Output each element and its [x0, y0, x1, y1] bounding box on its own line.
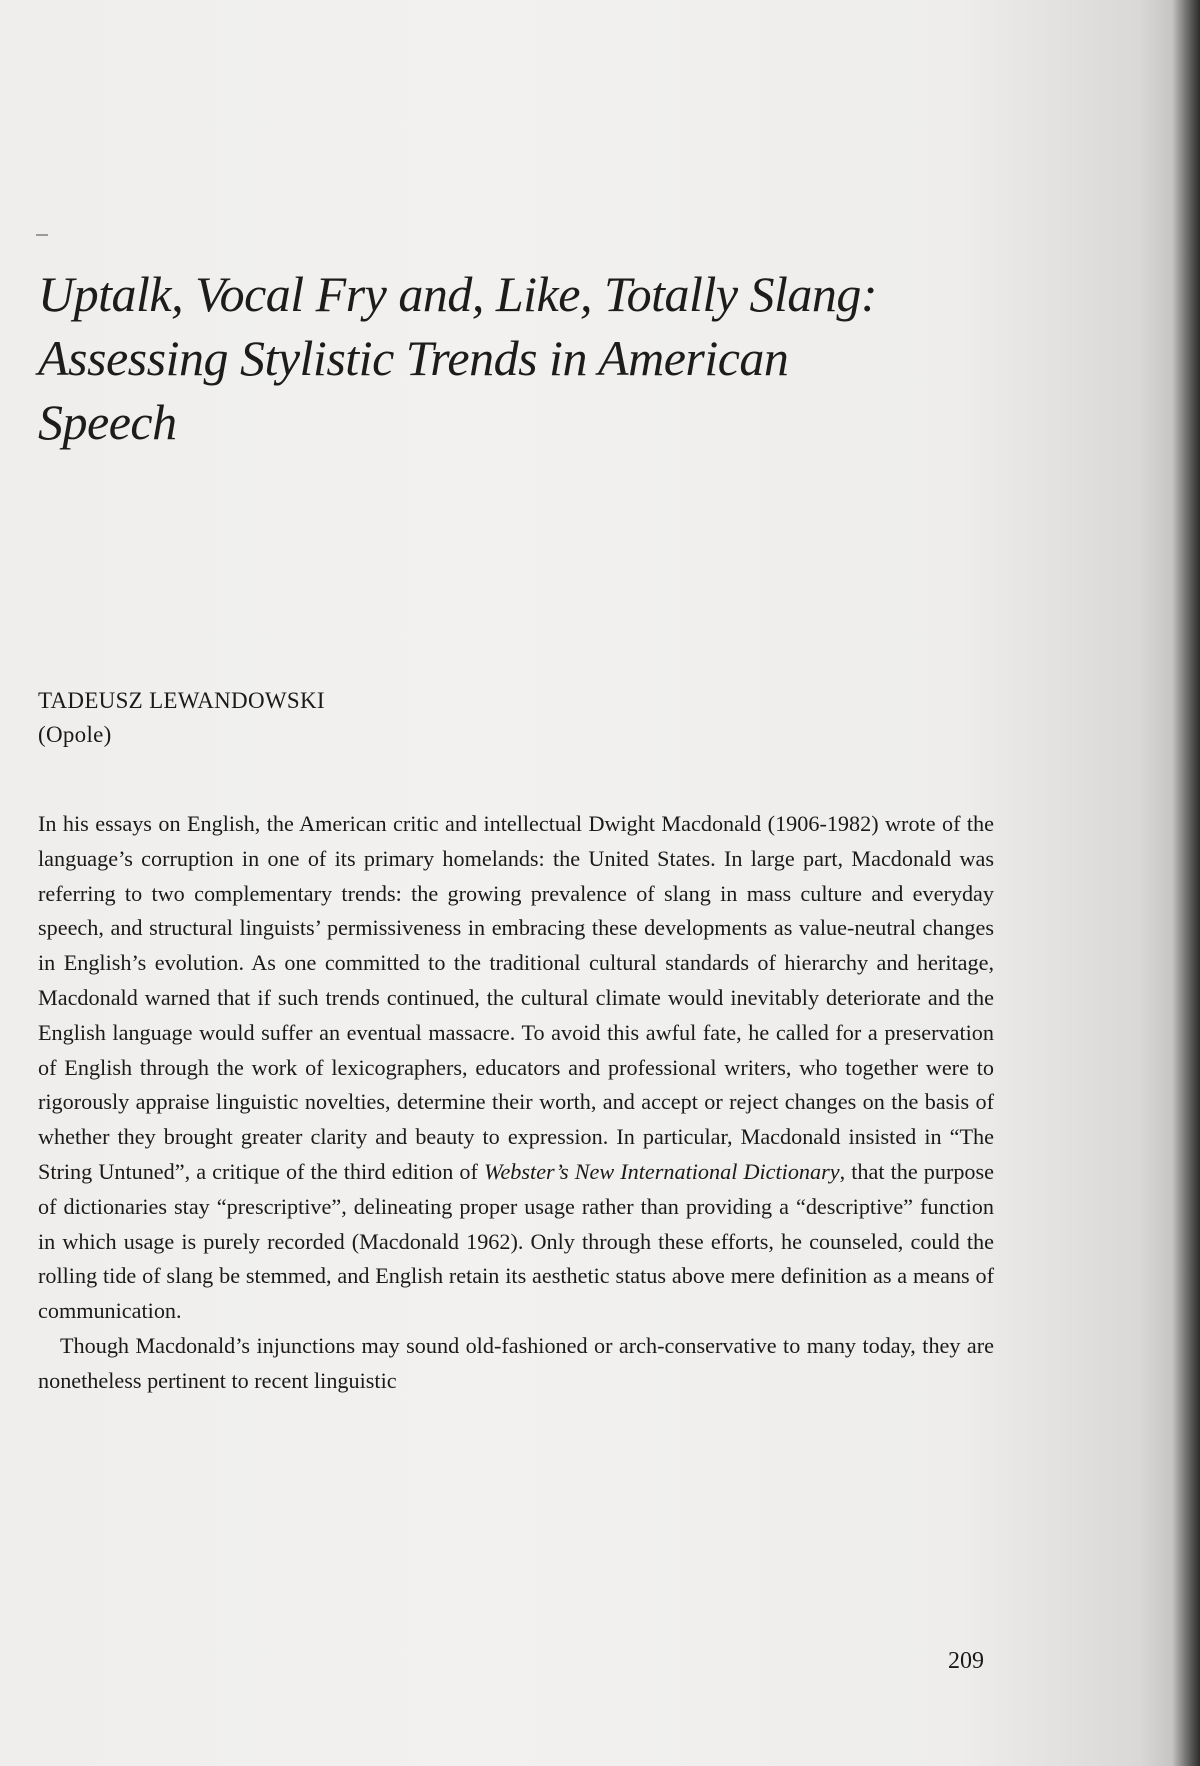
- paragraph-1: [38, 807, 994, 1329]
- author-block: [38, 684, 325, 752]
- author-affiliation: (Opole): [38, 722, 112, 747]
- dictionary-title-italic: Webster’s New International Dictionary: [484, 1158, 840, 1184]
- title-line-1: Uptalk, Vocal Fry and, Like, Totally Slang:: [38, 266, 878, 322]
- scan-artifact-mark: [36, 234, 48, 236]
- title-line-2: Assessing Stylistic Trends in American: [38, 330, 789, 386]
- paragraph-1-text-b: , that the purpose of dictionaries stay “prescriptive”, delineating proper usage rather than providing a “descriptive” function in which usage is purely recorded (Macdonald 1962). Only through these efforts, he counseled, could the rolling tide of slang be stemmed, and English retain its aesthetic status above mere definition as a means of communication.: [38, 1158, 995, 1324]
- book-spine-shadow: [1172, 0, 1200, 1766]
- article-title: [38, 262, 1038, 454]
- title-line-3: Speech: [38, 394, 177, 450]
- page-number: 209: [948, 1648, 984, 1674]
- author-name: TADEUSZ LEWANDOWSKI: [38, 688, 325, 713]
- paragraph-2: Though Macdonald’s injunctions may sound old-fashioned or arch-conservative to many today, they are nonetheless pertinent to recent linguistic: [38, 1332, 994, 1393]
- paragraph-1-text-a: In his essays on English, the American critic and intellectual Dwight Macdonald (1906-1982) wrote of the language’s corruption in one of its primary homelands: the United States. In large part, Macdonald was referring to two complementary trends: the growing prevalence of slang in mass culture and everyday speech, and structural linguists’ permissiveness in embracing these developments as value-neutral changes in English’s evolution. As one committed to the traditional cultural standards of hierarchy and heritage, Macdonald warned that if such trends continued, the cultural climate would inevitably deteriorate and the English language would suffer an eventual massacre. To avoid this awful fate, he called for a preservation of English through the work of lexicographers, educators and professional writers, who together were to rigorously appraise linguistic novelties, determine their worth, and accept or reject changes on the basis of whether they brought greater clarity and beauty to expression. In particular, Macdonald insisted in “The String Untuned”, a critique of the third edition of: [38, 811, 994, 1184]
- article-body: [38, 807, 994, 1399]
